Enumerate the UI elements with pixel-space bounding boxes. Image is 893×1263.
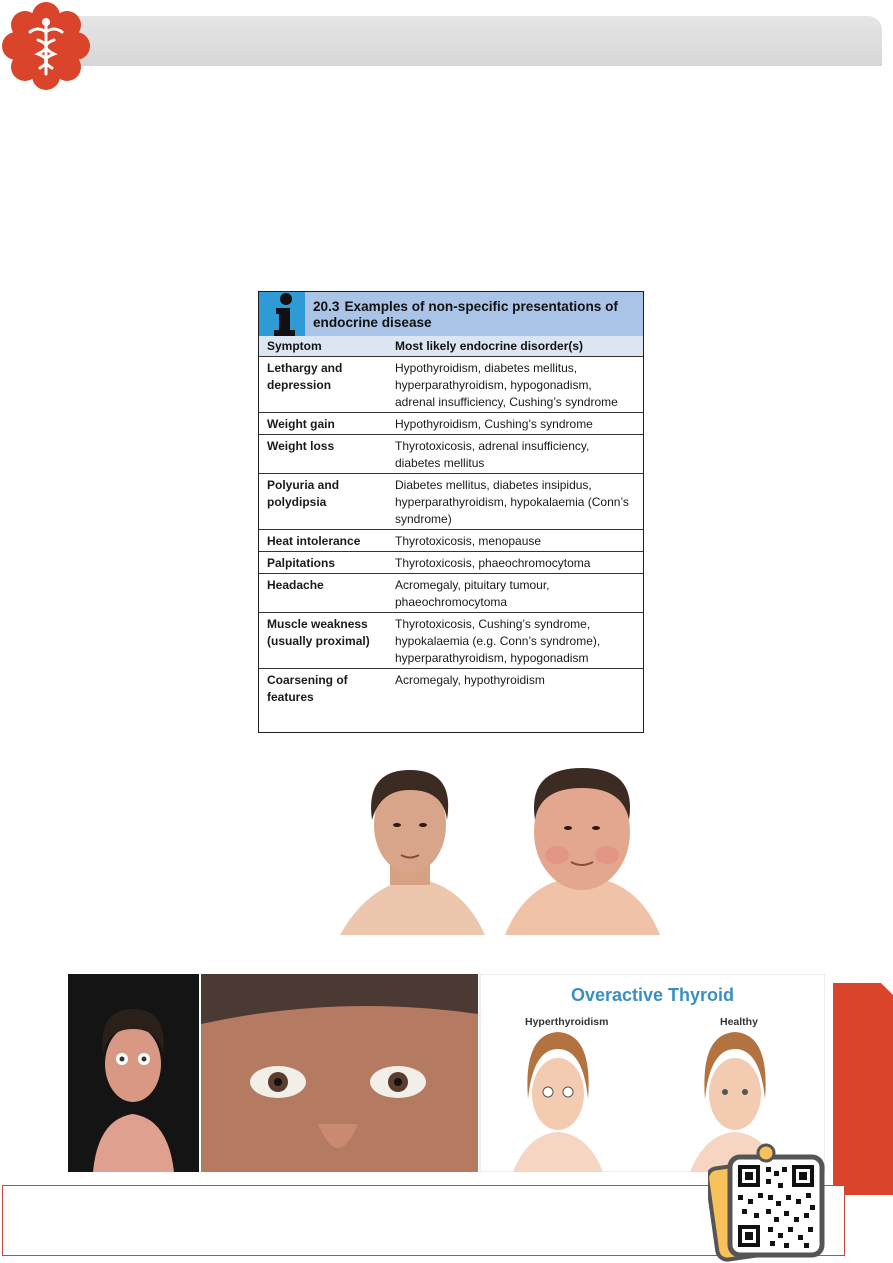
symptom-cell: Muscle weakness (usually proximal) bbox=[259, 613, 387, 669]
column-header-symptom: Symptom bbox=[259, 336, 387, 357]
table-row bbox=[259, 669, 643, 708]
table-row bbox=[259, 474, 643, 530]
disorder-cell: Thyrotoxicosis, adrenal insufficiency, diabetes mellitus bbox=[387, 435, 643, 474]
table-row bbox=[259, 552, 643, 574]
symptom-table bbox=[259, 336, 643, 707]
endocrine-presentations-table bbox=[258, 291, 644, 733]
overactive-thyroid-title: Overactive Thyroid bbox=[570, 985, 735, 1005]
healthy-label: Healthy bbox=[720, 1016, 758, 1028]
side-tab bbox=[833, 983, 893, 1195]
disorder-cell: Diabetes mellitus, diabetes insipidus, hyperparathyroidism, hypokalaemia (Conn’s syndrome) bbox=[387, 474, 643, 530]
disorder-cell: Hypothyroidism, Cushing’s syndrome bbox=[387, 413, 643, 435]
symptom-cell: Palpitations bbox=[259, 552, 387, 574]
table-row bbox=[259, 413, 643, 435]
symptom-cell: Weight loss bbox=[259, 435, 387, 474]
disorder-cell: Thyrotoxicosis, phaeochromocytoma bbox=[387, 552, 643, 574]
disorder-cell: Acromegaly, pituitary tumour, phaeochromocytoma bbox=[387, 574, 643, 613]
symptom-cell: Heat intolerance bbox=[259, 530, 387, 552]
table-header bbox=[259, 292, 643, 336]
disorder-cell: Thyrotoxicosis, menopause bbox=[387, 530, 643, 552]
info-icon bbox=[259, 292, 305, 336]
header-bar bbox=[70, 16, 882, 66]
table-row bbox=[259, 530, 643, 552]
hyperthyroidism-label: Hyperthyroidism bbox=[525, 1016, 609, 1028]
table-title: 20.3 Examples of non-specific presentations of endocrine disease bbox=[313, 299, 618, 330]
table-row bbox=[259, 435, 643, 474]
disorder-cell: Thyrotoxicosis, Cushing’s syndrome, hypokalaemia (e.g. Conn’s syndrome), hyperparathyroidism, hypogonadism bbox=[387, 613, 643, 669]
face-comparison-illustration bbox=[335, 750, 665, 940]
medical-caduceus-logo bbox=[0, 0, 92, 92]
table-row bbox=[259, 574, 643, 613]
disorder-cell: Acromegaly, hypothyroidism bbox=[387, 669, 643, 708]
symptom-cell: Coarsening of features bbox=[259, 669, 387, 708]
table-row bbox=[259, 613, 643, 669]
symptom-cell: Lethargy and depression bbox=[259, 357, 387, 413]
qr-code-icon[interactable] bbox=[708, 1143, 830, 1263]
disorder-cell: Hypothyroidism, diabetes mellitus, hyperparathyroidism, hypogonadism, adrenal insufficiency, Cushing’s syndrome bbox=[387, 357, 643, 413]
symptom-cell: Polyuria and polydipsia bbox=[259, 474, 387, 530]
symptom-cell: Weight gain bbox=[259, 413, 387, 435]
column-header-disorder: Most likely endocrine disorder(s) bbox=[387, 336, 643, 357]
symptom-cell: Headache bbox=[259, 574, 387, 613]
table-row bbox=[259, 357, 643, 413]
